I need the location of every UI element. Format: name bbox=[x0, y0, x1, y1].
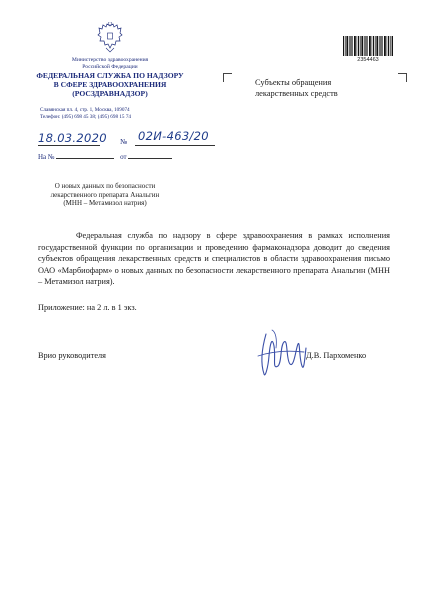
reference-number-label: На № bbox=[38, 153, 55, 161]
recipient-block: Субъекты обращения лекарственных средств bbox=[255, 78, 338, 98]
attachment-note: Приложение: на 2 л. в 1 экз. bbox=[38, 303, 137, 312]
coat-of-arms-icon bbox=[97, 22, 123, 54]
recipient-corner-mark-left bbox=[223, 73, 232, 82]
recipient-corner-mark-right bbox=[398, 73, 407, 82]
agency-address: Славянская пл. 4, стр. 1, Москва, 109074 Телефон: (495) 698 45 38; (495) 698 15 74 bbox=[40, 107, 132, 121]
signatory-title: Врио руководителя bbox=[38, 351, 106, 360]
handwritten-signature bbox=[252, 326, 314, 386]
barcode-number: 2354463 bbox=[357, 57, 379, 63]
ministry-name: Министерство здравоохранения Российской Федерации bbox=[71, 57, 149, 70]
date-underline bbox=[38, 145, 100, 146]
barcode bbox=[343, 36, 393, 56]
letter-subject: О новых данных по безопасности лекарственного препарата Анальгин (МНН – Метамизол натрия) bbox=[50, 182, 160, 208]
reference-number-blank bbox=[56, 151, 114, 159]
body-paragraph: Федеральная служба по надзору в сфере здравоохранения в рамках исполнения государственной функции по организации и проведению фармаконадзора доводит до сведения субъектов обращения лекарственных средств и специалистов в области здравоохранения письмо ОАО «Марбиофарм» о новых данных по безопасности лекарственного препарата Анальгин (МНН – Метамизол натрия). bbox=[38, 231, 390, 287]
reference-date-blank bbox=[128, 151, 172, 159]
registration-date: 18.03.2020 bbox=[38, 131, 107, 145]
reference-from-label: от bbox=[120, 153, 127, 161]
letter-body bbox=[38, 230, 390, 288]
number-label: № bbox=[120, 137, 128, 146]
number-underline bbox=[135, 145, 215, 146]
signatory-name: Д.В. Пархоменко bbox=[306, 351, 367, 360]
registration-number: 02И-463/20 bbox=[138, 129, 209, 143]
reference-row bbox=[38, 151, 172, 161]
agency-name: ФЕДЕРАЛЬНАЯ СЛУЖБА ПО НАДЗОРУ В СФЕРЕ ЗДРАВООХРАНЕНИЯ (РОСЗДРАВНАДЗОР) bbox=[36, 71, 184, 98]
